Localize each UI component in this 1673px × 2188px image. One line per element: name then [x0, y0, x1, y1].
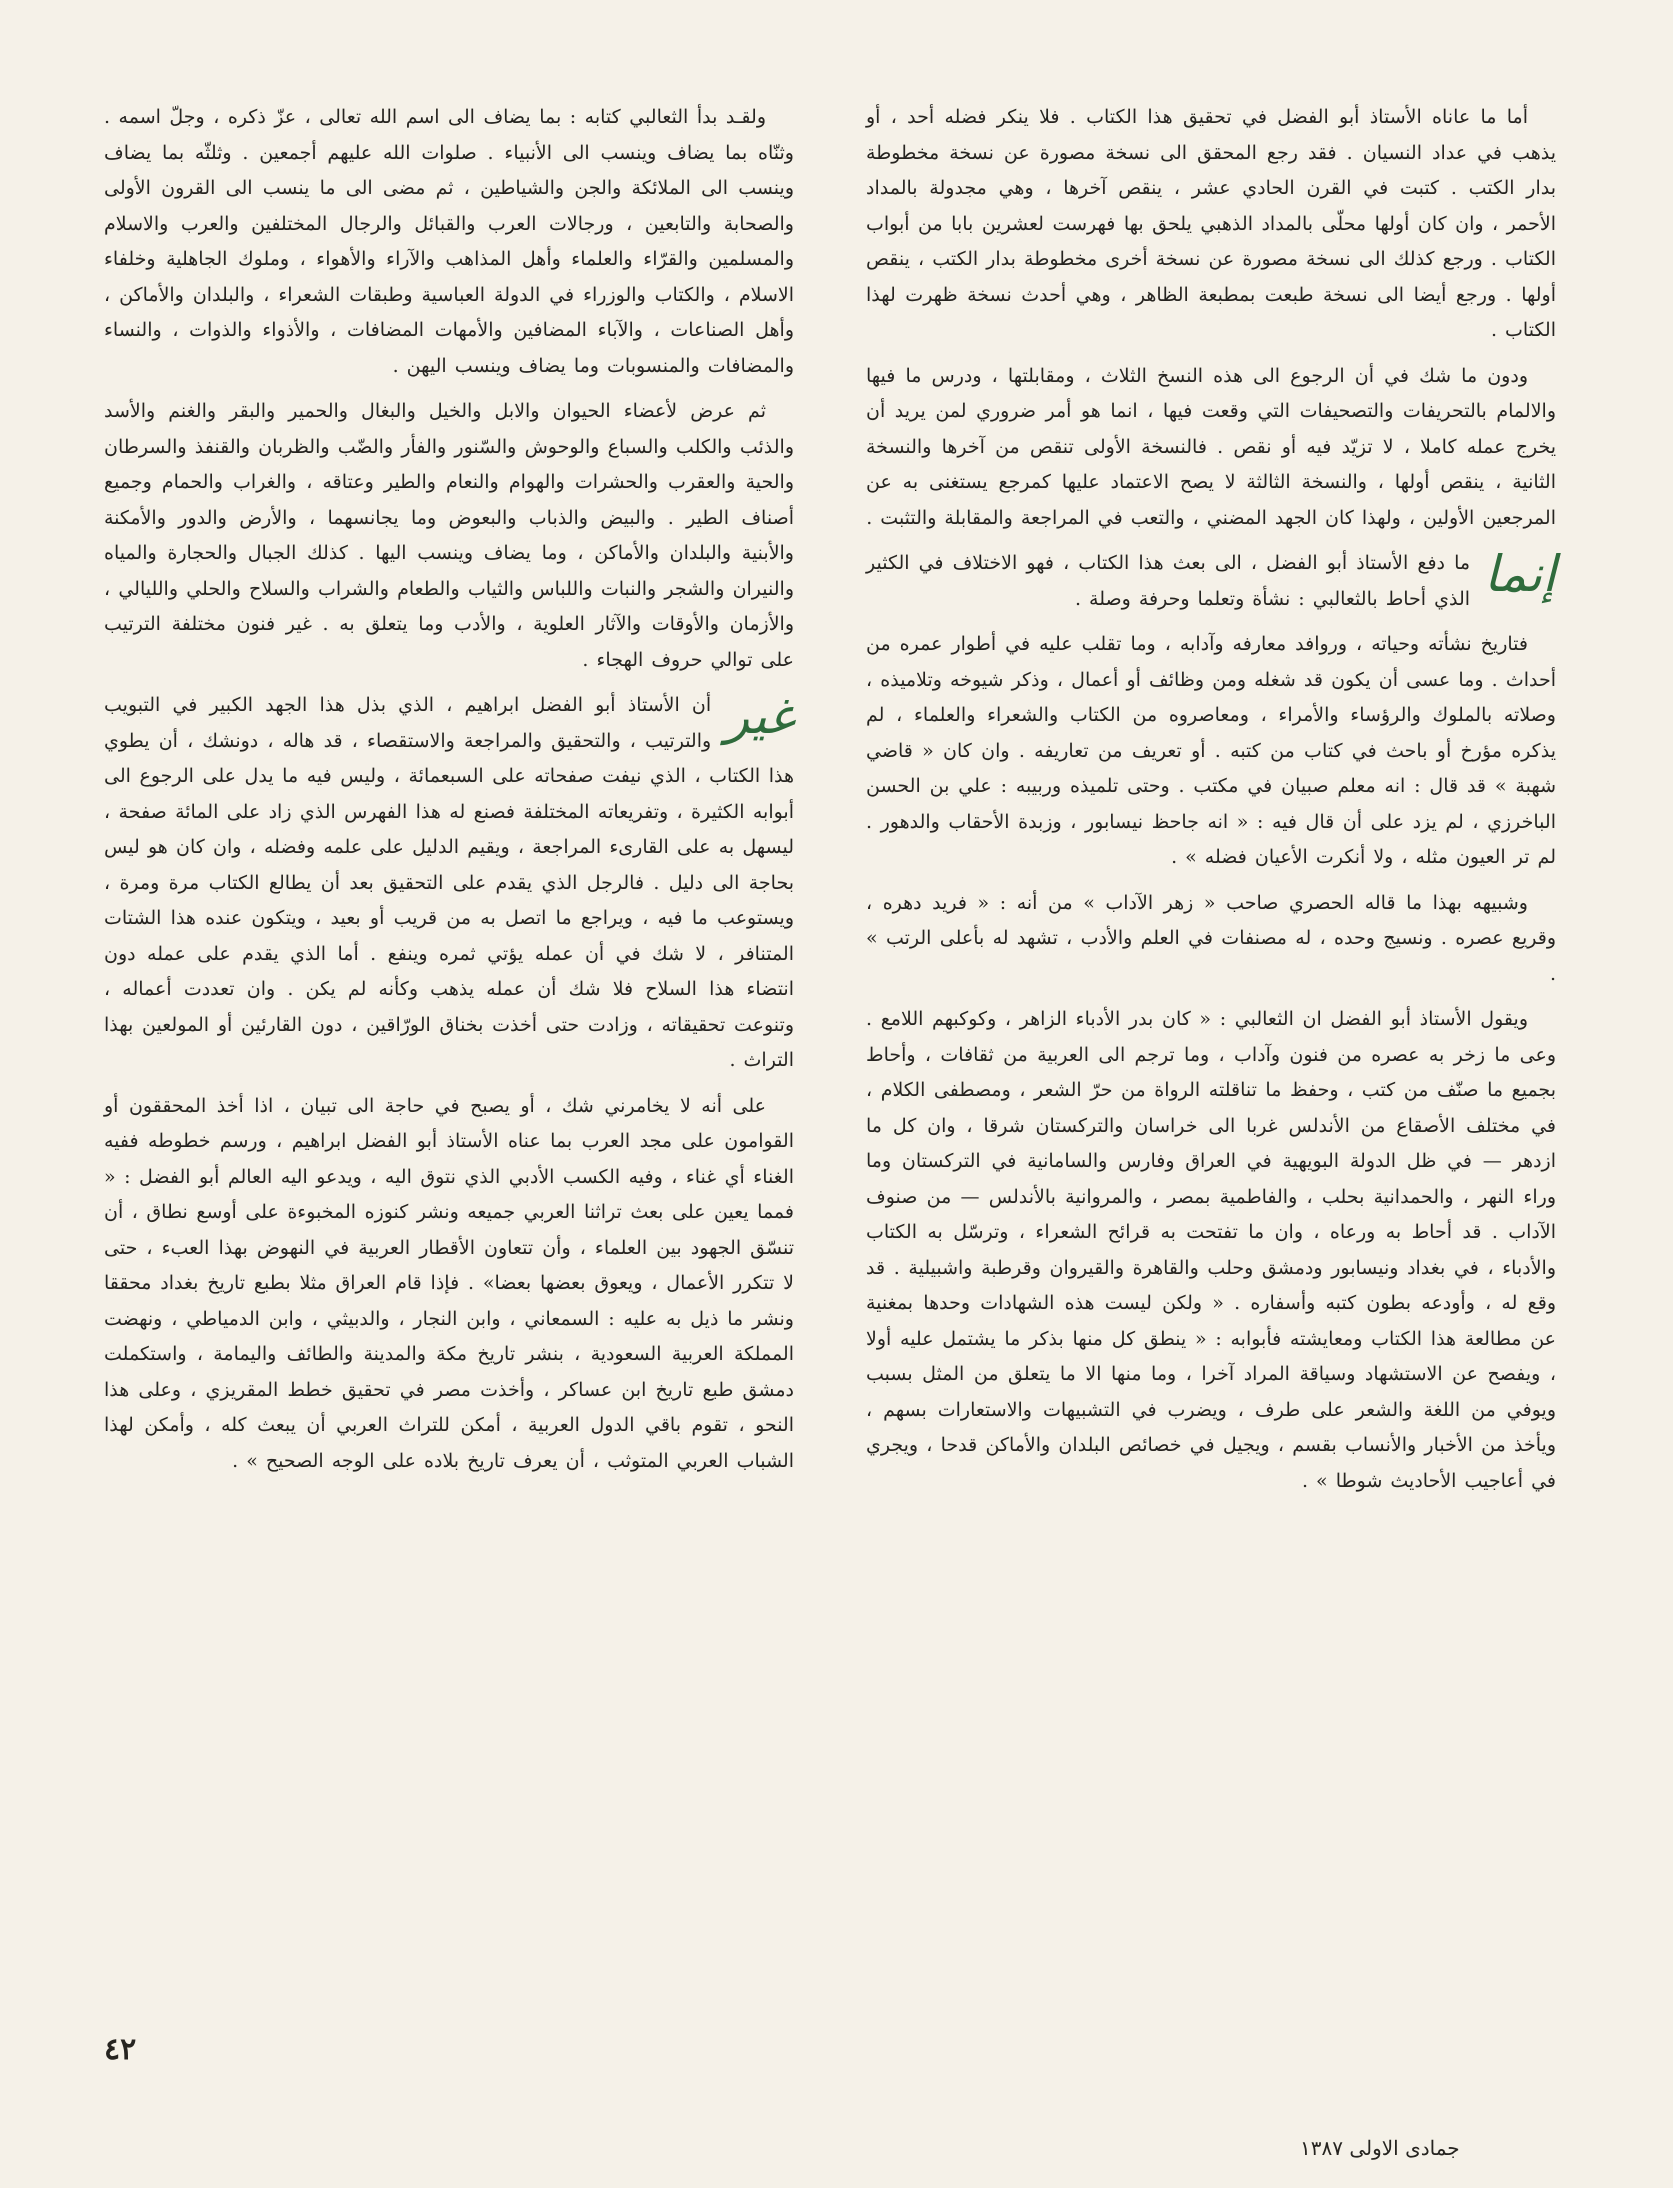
paragraph: ثم عرض لأعضاء الحيوان والابل والخيل والبغال والحمير والبقر والغنم والأسد والذئب والكلب والسباع والوحوش والسّنور والفأر والضّب والظربان والقنفذ والسرطان والحية والعقرب والحشرات والهوام والنعام والطير وعتاقه ، والغراب والحمام وجميع أصناف الطير . والبيض والذباب والبعوض وما يجانسهما ، والأرض والدور والأمكنة والأبنية والبلدان والأماكن ، وما يضاف وينسب اليها . كذلك الجبال والحجارة والمياه والنيران والشجر والنبات واللباس والثياب والطعام والشراب والسلاح والحلي والليالي ، والأزمان والأوقات والآثار العلوية ، والأدب وما يتعلق به . غير فنون مختلفة الترتيب على توالي حروف الهجاء .	[104, 400, 794, 671]
paragraph: ويقول الأستاذ أبو الفضل ان الثعالبي : « كان بدر الأدباء الزاهر ، وكوكبهم اللامع . وعى ما زخر به عصره من فنون وآداب ، وما ترجم الى العربية من ثقافات ، وأحاط بجميع ما صنّف من كتب ، وحفظ ما تناقلته الرواة من حرّ الشعر ، ومصطفى الكلام ، في مختلف الأصقاع من الأندلس غربا الى خراسان والتركستان شرقا ، وان كل ما ازدهر — في ظل الدولة البويهية في العراق وفارس والسامانية في التركستان وما وراء النهر ، والحمدانية بحلب ، والفاطمية بمصر ، والمروانية بالأندلس — من صنوف الآداب . قد أحاط به ورعاه ، وان ما تفتحت به قرائح الشعراء ، وترسّل به الكتاب والأدباء ، في بغداد ونيسابور ودمشق وحلب والقاهرة والقيروان وقرطبة واشبيلية . قد وقع له ، وأودعه بطون كتبه وأسفاره . « ولكن ليست هذه الشهادات وحدها بمغنية عن مطالعة هذا الكتاب ومعايشته فأبوابه : « ينطق كل منها بذكر ما يشتمل عليه أولا ، ويفصح عن الاستشهاد وسياقة المراد آخرا ، وما منها الا ما يتعلق من المثل بسبب ويوفي من اللغة والشعر على طرف ، ويضرب في التشبيهات والاستعارات بسهم ، ويأخذ من الأخبار والأنساب بقسم ، ويجيل في خصائص البلدان والأماكن قدحا ، ويجري في أعاجيب الأحاديث شوطا » .	[866, 1008, 1556, 1492]
paragraph: أما ما عاناه الأستاذ أبو الفضل في تحقيق هذا الكتاب . فلا ينكر فضله أحد ، أو يذهب في عداد النسيان . فقد رجع المحقق الى نسخة مصورة عن نسخة مخطوطة بدار الكتب . كتبت في القرن الحادي عشر ، ينقص آخرها ، وهي مجدولة بالمداد الأحمر ، وان كان أولها محلّى بالمداد الذهبي يلحق بها فهرست لعشرين بابا من أبواب الكتاب . ورجع كذلك الى نسخة مصورة عن نسخة أخرى مخطوطة بدار الكتب ، ينقص أولها . ورجع أيضا الى نسخة طبعت بمطبعة الظاهر ، وهي أحدث نسخة ظهرت لهذا الكتاب .	[866, 106, 1556, 341]
decorative-dropword: إنما	[1484, 545, 1556, 603]
left-column	[104, 100, 794, 1489]
paragraph-text: ما دفع الأستاذ أبو الفضل ، الى بعث هذا الكتاب ، فهو الاختلاف في الكثير الذي أحاط بالثعالبي : نشأة وتعلما وحرفة وصلة .	[866, 552, 1471, 610]
decorative-dropword: غير	[725, 687, 794, 745]
paragraph-with-dropword	[104, 688, 794, 1079]
page-number: ٤٢	[104, 2032, 137, 2067]
paragraph: ودون ما شك في أن الرجوع الى هذه النسخ الثلاث ، ومقابلتها ، ودرس ما فيها والالمام بالتحريفات والتصحيفات التي وقعت فيها ، انما هو أمر ضروري لمن يريد أن يخرج عمله كاملا ، لا تزيّد فيه أو نقص . فالنسخة الأولى تنقص من آخرها والنسخة الثانية ، ينقص أولها ، والنسخة الثالثة لا يصح الاعتماد عليها كمرجع يستغنى به عن المرجعين الأولين ، ولهذا كان الجهد المضني ، والتعب في المراجعة والمقابلة والتثبت .	[866, 364, 1556, 529]
issue-date-footer: جمادى الاولى ١٣٨٧	[1300, 2136, 1460, 2160]
paragraph: فتاريخ نشأته وحياته ، وروافد معارفه وآدابه ، وما تقلب عليه في أطوار عمره من أحداث . وما عسى أن يكون قد شغله ومن وظائف أو أعمال ، وذكر شيوخه وتلاميذه ، وصلاته بالملوك والرؤساء والأمراء ، ومعاصروه من الكتاب والشعراء والعلماء ، لم يذكره مؤرخ أو باحث في كتاب من كتبه . أو تعريف من تعاريفه . وان كان « قاضي شهبة » قد قال : انه معلم صبيان في مكتب . وحتى تلميذه وربيبه : علي بن الحسن الباخرزي ، لم يزد على أن قال فيه : « انه جاحظ نيسابور ، وزبدة الأحقاب والدهور . لم تر العيون مثله ، ولا أنكرت الأعيان فضله » .	[866, 633, 1556, 868]
paragraph-with-dropword	[866, 546, 1556, 617]
paragraph: وشبيهه بهذا ما قاله الحصري صاحب « زهر الآداب » من أنه : « فريد دهره ، وقريع عصره . ونسيج وحده ، له مصنفات في العلم والأدب ، تشهد له بأعلى الرتب » .	[866, 891, 1556, 985]
paragraph-text: أن الأستاذ أبو الفضل ابراهيم ، الذي بذل هذا الجهد الكبير في التبويب والترتيب ، والتحقيق والمراجعة والاستقصاء ، قد هاله ، دونشك ، أن يطوي هذا الكتاب ، الذي نيفت صفحاته على السبعمائة ، وليس فيه ما يدل على الرجوع الى أبوابه الكثيرة ، وتفريعاته المختلفة فصنع له هذا الفهرس الذي زاد على المائة صفحة ، ليسهل به على القارىء المراجعة ، ويقيم الدليل على علمه وفضله ، وان كان هو ليس بحاجة الى دليل . فالرجل الذي يقدم على التحقيق بعد أن يطالع الكتاب مرة ومرة ، ويستوعب ما فيه ، ويراجع ما اتصل به من قريب أو بعيد ، ويتكون عنده هذا الشتات المتنافر ، لا شك في أن عمله يؤتي ثمره وينفع . أما الذي يقدم على عمله دون انتضاء هذا السلاح فلا شك أن عمله يذهب وكأنه لم يكن . وان تعددت أعماله ، وتنوعت تحقيقاته ، وزادت حتى أخذت بخناق الورّاقين ، دون القارئين أو المولعين بهذا التراث .	[104, 694, 794, 1071]
paragraph: ولقـد بدأ الثعالبي كتابه : بما يضاف الى اسم الله تعالى ، عزّ ذكره ، وجلّ اسمه . وثنّاه بما يضاف وينسب الى الأنبياء . صلوات الله عليهم أجمعين . وثلثّه بما يضاف وينسب الى الملائكة والجن والشياطين ، ثم مضى الى ما ينسب الى القرون الأولى والصحابة والتابعين ، ورجالات العرب والقبائل والرجال المختلفين والعرب والاسلام والمسلمين والقرّاء والعلماء وأهل المذاهب والآراء والأهواء ، وملوك الجاهلية وخلفاء الاسلام ، والكتاب والوزراء في الدولة العباسية وطبقات الشعراء ، والبلدان والأماكن ، وأهل الصناعات ، والآباء المضافين والأمهات المضافات ، والأذواء والذوات ، والنساء والمضافات والمنسوبات وما يضاف وينسب اليهن .	[104, 106, 794, 377]
right-column	[866, 100, 1556, 1509]
paragraph: على أنه لا يخامرني شك ، أو يصبح في حاجة الى تبيان ، اذا أخذ المحققون أو القوامون على مجد العرب بما عناه الأستاذ أبو الفضل ابراهيم ، ورسم خطوطه ففيه الغناء أي غناء ، وفيه الكسب الأدبي الذي نتوق اليه ، ويدعو اليه العالم أبو الفضل : « فمما يعين على بعث تراثنا العربي جميعه ونشر كنوزه المخبوءة على أوسع نطاق ، أن تنسّق الجهود بين العلماء ، وأن تتعاون الأقطار العربية في النهوض بهذا العبء ، حتى لا تتكرر الأعمال ، ويعوق بعضها بعضا» . فإذا قام العراق مثلا بطبع تاريخ بغداد محققا ونشر ما ذيل به عليه : السمعاني ، وابن النجار ، والدبيثي ، وابن الدمياطي ، ونهضت المملكة العربية السعودية ، بنشر تاريخ مكة والمدينة والطائف واليمامة ، واستكملت دمشق طبع تاريخ ابن عساكر ، وأخذت مصر في تحقيق خطط المقريزي ، وعلى هذا النحو ، تقوم باقي الدول العربية ، أمكن للتراث العربي أن يبعث كله ، وأمكن لهذا الشباب العربي المتوثب ، أن يعرف تاريخ بلاده على الوجه الصحيح » .	[104, 1094, 794, 1472]
